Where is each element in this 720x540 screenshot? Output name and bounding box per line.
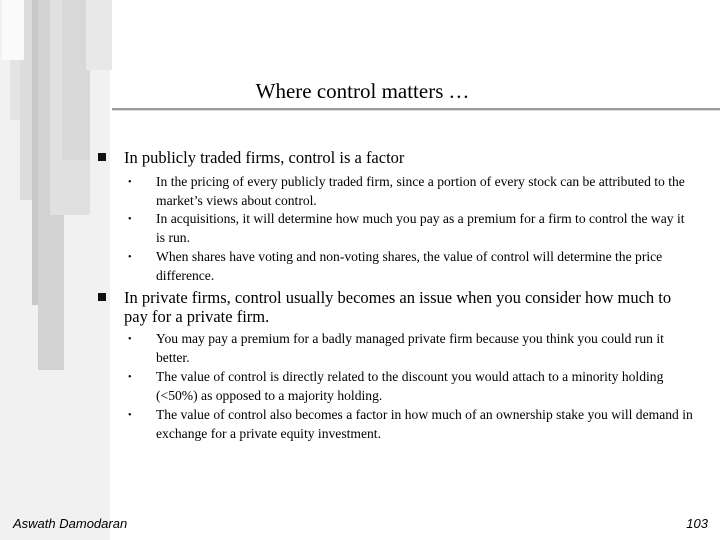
dot-bullet-icon: • (128, 214, 132, 225)
dot-bullet-icon: • (128, 252, 132, 263)
sub-bullet-item: In acquisitions, it will determine how much you pay as a premium for a firm to control the way it is run. (156, 211, 685, 245)
dot-bullet-icon: • (128, 372, 132, 383)
dot-bullet-icon: • (128, 334, 132, 345)
bullet-item: In private firms, control usually becomes an issue when you consider how much to pay for a private firm. (124, 288, 672, 326)
square-bullet-icon (98, 153, 106, 161)
title-ellipsis: … (448, 79, 470, 103)
bullet-item: In publicly traded firms, control is a factor (124, 148, 405, 167)
square-bullet-icon (98, 293, 106, 301)
footer-author: Aswath Damodaran (13, 516, 128, 531)
title-text: Where control matters (255, 79, 444, 103)
page-number: 103 (686, 516, 708, 531)
dot-bullet-icon: • (128, 410, 132, 421)
dot-bullet-icon: • (128, 177, 132, 188)
sub-bullet-item: You may pay a premium for a badly managed private firm because you think you could run it better. (156, 331, 664, 365)
sub-bullet-item: The value of control is directly related to the discount you would attach to a minority holding (<50%) as opposed to a majority holding. (156, 369, 664, 403)
sub-bullet-item: When shares have voting and non-voting shares, the value of control will determine the price difference. (156, 249, 663, 283)
sub-bullet-item: In the pricing of every publicly traded firm, since a portion of every stock can be attributed to the market’s views about control. (156, 174, 685, 208)
sub-bullet-item: The value of control also becomes a factor in how much of an ownership stake you will demand in exchange for a private equity investment. (156, 407, 693, 441)
